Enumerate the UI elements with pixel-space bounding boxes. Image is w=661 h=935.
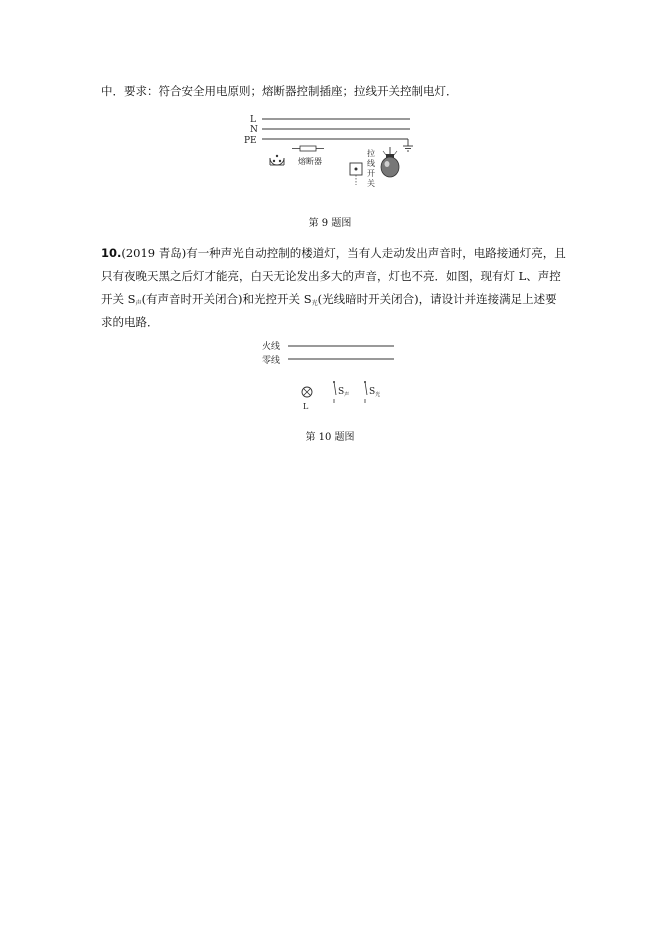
problem-10-line-3: [101, 291, 557, 312]
problem-10-text-1: 有一种声光自动控制的楼道灯，当有人走动发出声音时，电路接通灯亮，且: [186, 246, 566, 260]
switch-label-2: 线: [367, 159, 375, 168]
fuse-label: 熔断器: [298, 157, 322, 166]
sound-switch-icon: [333, 381, 336, 403]
lamp-label: L: [303, 402, 309, 411]
socket-icon: [270, 158, 284, 165]
problem-10-line-2: 只有夜晚天黑之后灯才能亮，白天无论发出多大的声音，灯也不亮．如图，现有灯 L、声控: [101, 269, 561, 283]
switch-label-4: 关: [367, 179, 375, 188]
line3-part-a: 开关 S: [101, 292, 136, 306]
label-PE: PE: [244, 136, 257, 146]
line3-part-b: (有声音时开关闭合)和光控开关 S: [141, 292, 312, 306]
figure-9-caption: 第 9 题图: [308, 218, 352, 229]
light-switch-icon: [364, 381, 367, 403]
light-switch-label: $S_光$: [369, 387, 381, 398]
sound-switch-label: $S_声$: [338, 387, 350, 398]
problem-10-line-1: [101, 245, 566, 261]
neutral-wire-label: 零线: [262, 356, 281, 366]
label-L: L: [250, 115, 256, 125]
light-bulb-icon: [381, 157, 399, 177]
line3-sub-2: 光: [311, 300, 318, 307]
lamp-icon: [302, 387, 312, 397]
label-N: N: [250, 125, 258, 135]
switch-label-3: 开: [367, 169, 375, 178]
problem-10-line-4: 求的电路．: [101, 315, 159, 329]
intro-line: 中．要求：符合安全用电原则；熔断器控制插座；拉线开关控制电灯．: [101, 84, 458, 98]
figure-10-circuit: [260, 337, 410, 417]
figure-9-circuit: [240, 110, 420, 190]
live-wire-label: 火线: [262, 342, 281, 352]
line3-part-c: (光线暗时开关闭合)，请设计并连接满足上述要: [317, 292, 557, 306]
problem-number: 10.: [101, 246, 122, 260]
figure-10-caption: 第 10 题图: [305, 432, 355, 443]
switch-label-1: 拉: [367, 149, 375, 158]
line3-sub-1: 声: [135, 300, 142, 307]
problem-source: (2019 青岛): [121, 246, 187, 260]
fuse-icon: [300, 146, 316, 151]
